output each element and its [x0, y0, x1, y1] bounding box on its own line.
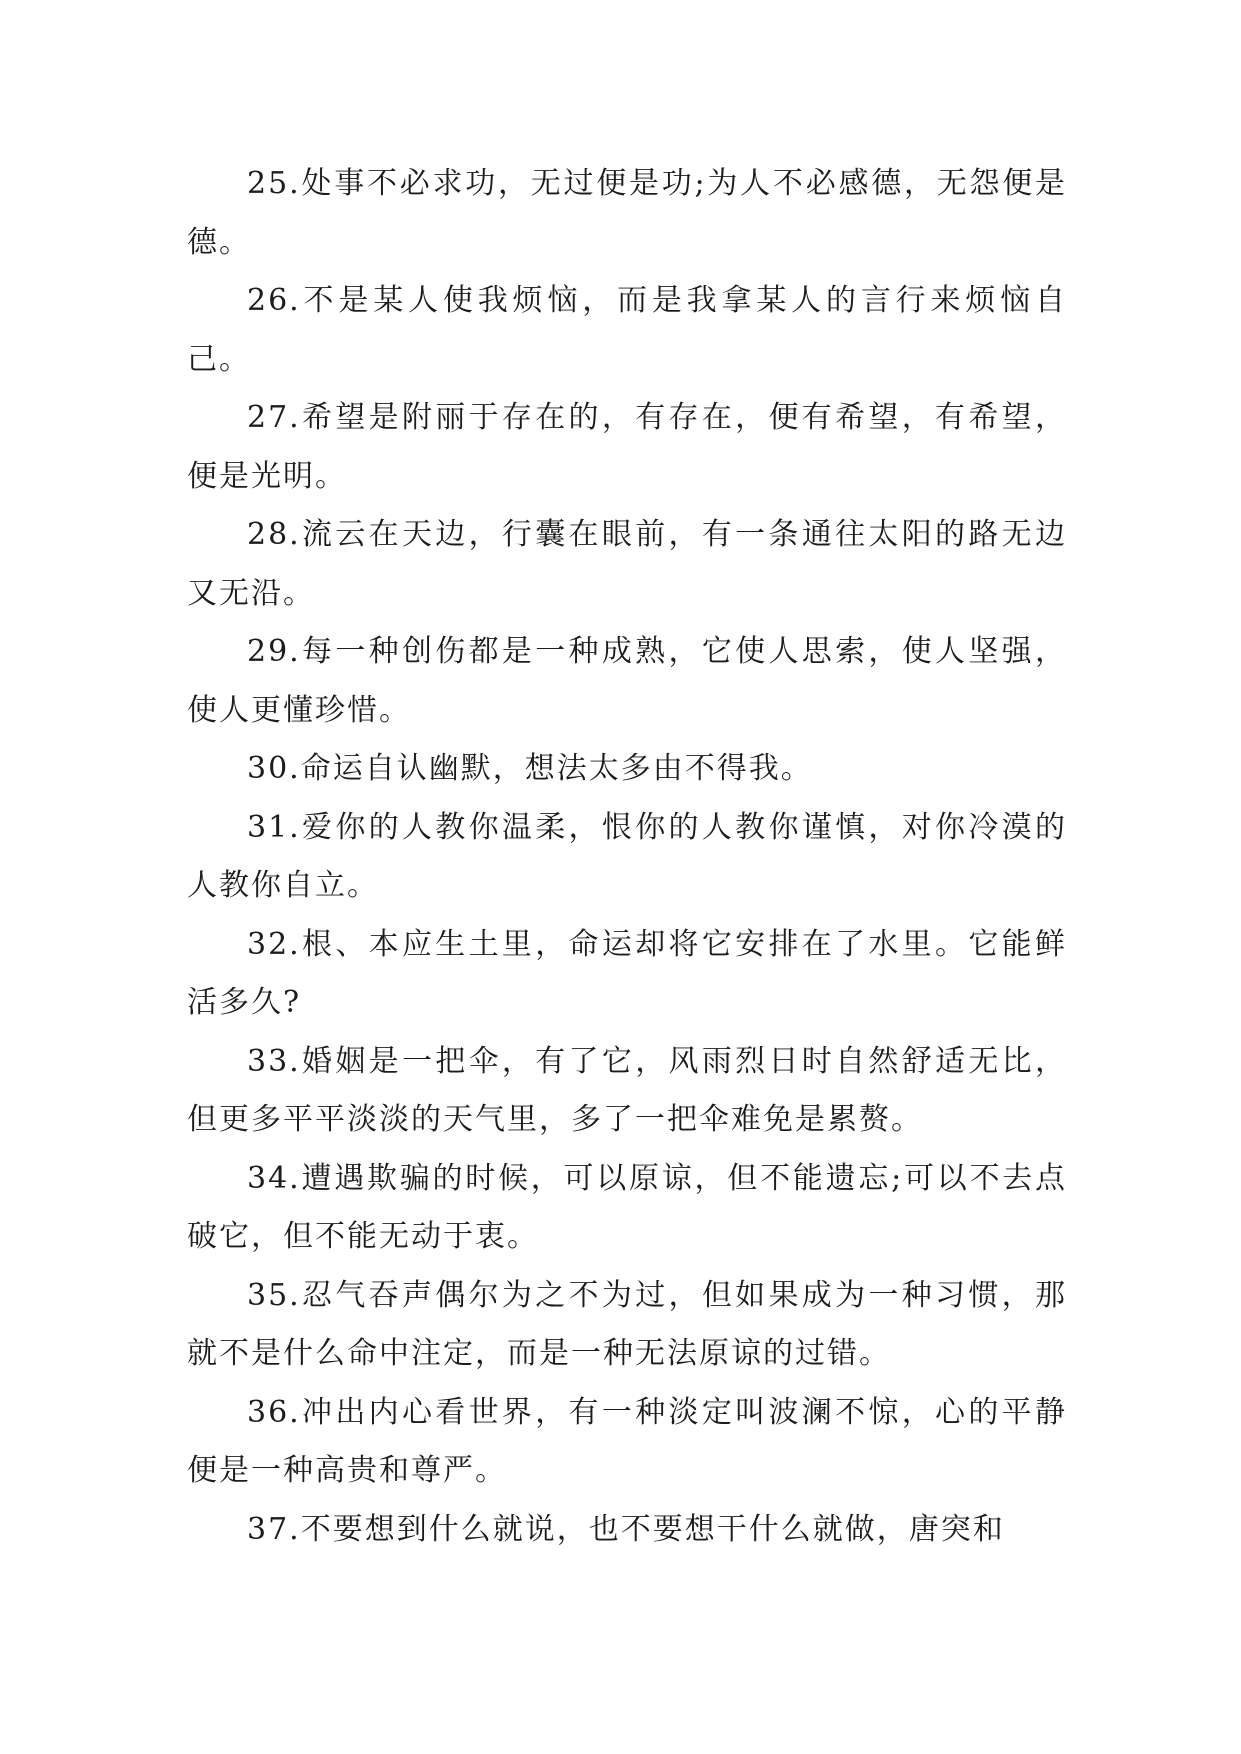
paragraph-25: 25.处事不必求功，无过便是功;为人不必感德，无怨便是德。	[187, 166, 1067, 260]
paragraph-32: 32.根、本应生土里，命运却将它安排在了水里。它能鲜活多久?	[187, 926, 1067, 1020]
paragraph-36: 36.冲出内心看世界，有一种淡定叫波澜不惊，心的平静便是一种高贵和尊严。	[187, 1394, 1067, 1488]
paragraph-30: 30.命运自认幽默，想法太多由不得我。	[247, 751, 813, 786]
paragraph-33: 33.婚姻是一把伞，有了它，风雨烈日时自然舒适无比，但更多平平淡淡的天气里，多了一把伞难免是累赘。	[187, 1043, 1067, 1137]
paragraph-31: 31.爱你的人教你温柔，恨你的人教你谨慎，对你冷漠的人教你自立。	[187, 809, 1067, 903]
paragraph-34: 34.遭遇欺骗的时候，可以原谅，但不能遗忘;可以不去点破它，但不能无动于衷。	[187, 1160, 1067, 1254]
paragraph-27: 27.希望是附丽于存在的，有存在，便有希望，有希望，便是光明。	[187, 400, 1067, 494]
document-body	[187, 155, 1067, 1559]
paragraph-28: 28.流云在天边，行囊在眼前，有一条通往太阳的路无边又无沿。	[187, 517, 1067, 611]
paragraph-29: 29.每一种创伤都是一种成熟，它使人思索，使人坚强，使人更懂珍惜。	[187, 634, 1067, 728]
paragraph-26: 26.不是某人使我烦恼，而是我拿某人的言行来烦恼自己。	[187, 283, 1067, 377]
paragraph-37: 37.不要想到什么就说，也不要想干什么就做，唐突和	[247, 1511, 1005, 1547]
paragraph-35: 35.忍气吞声偶尔为之不为过，但如果成为一种习惯，那就不是什么命中注定，而是一种无法原谅的过错。	[187, 1277, 1067, 1371]
